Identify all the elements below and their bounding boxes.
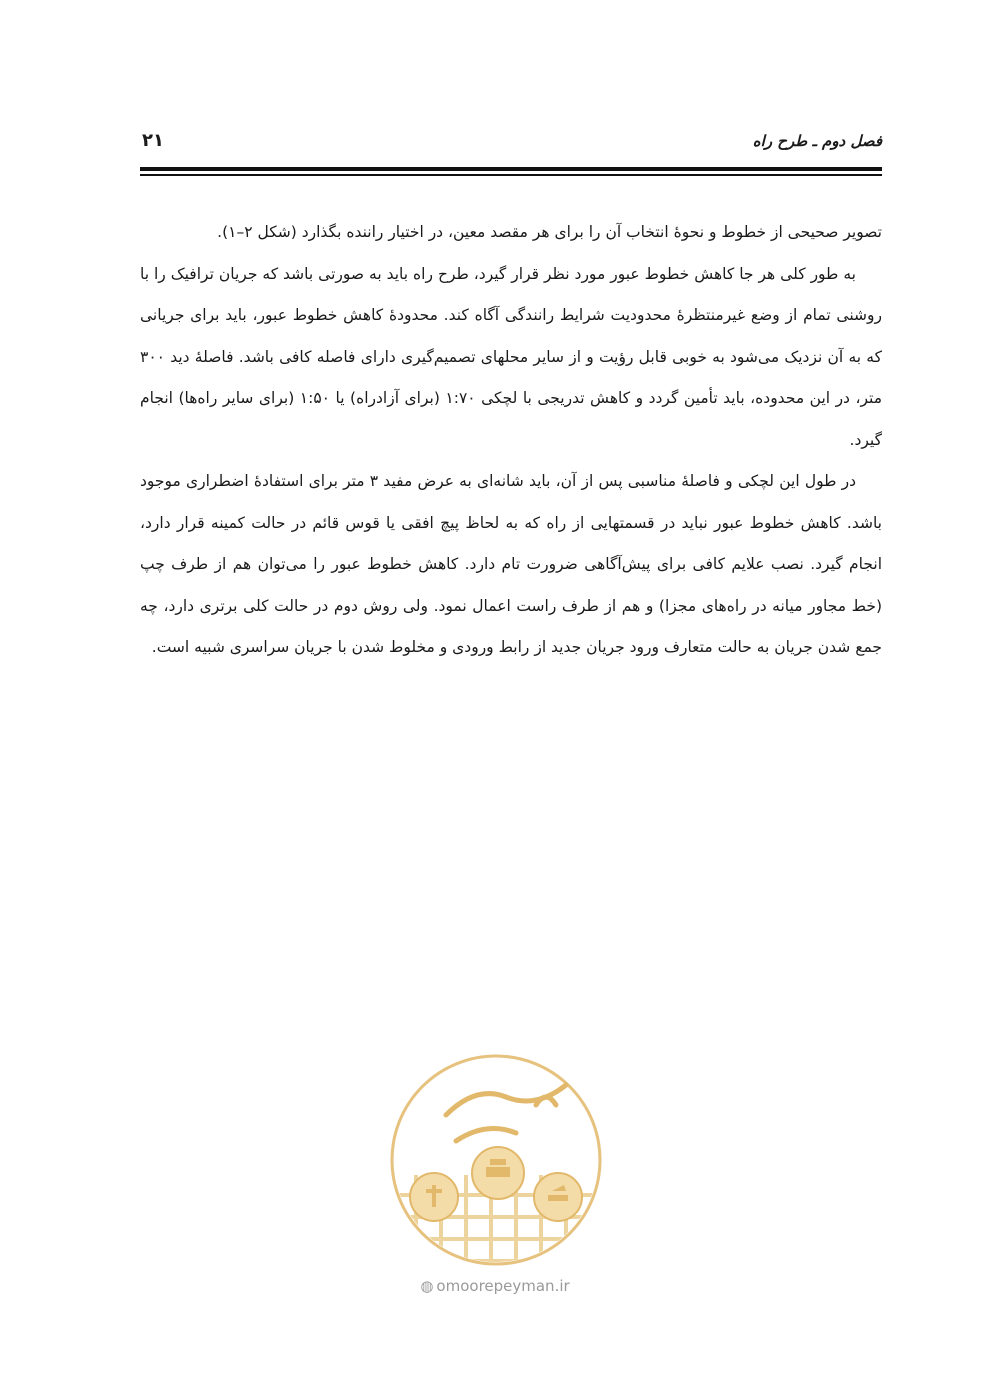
paragraph-3: در طول این لچکی و فاصلهٔ مناسبی پس از آن، باید شانه‌ای به عرض مفید ۳ متر برای استفادهٔ اضطراری موجود باشد. کاهش خطوط عبور نباید در قسمتهایی از راه که به لحاظ پیچ افقی یا قوس قائم در حالت کمینه قرار دارد، انجام گیرد. نصب علایم کافی برای پیش‌آگاهی ضرورت تام دارد. کاهش خطوط عبور را می‌توان هم از طرف چپ (خط مجاور میانه در راه‌های مجزا) و هم از طرف راست اعمال نمود. ولی روش دوم در حالت کلی برتری دارد، چه جمع شدن جریان به حالت متعارف ورود جریان جدید از رابط ورودی و مخلوط شدن با جریان سراسری شبیه است. xyxy=(140,472,882,656)
watermark-url-text: omoorepeyman.ir xyxy=(436,1277,570,1295)
header-rule-thin xyxy=(140,174,882,176)
watermark-seal xyxy=(386,1045,606,1275)
paragraph-1: تصویر صحیحی از خطوط و نحوهٔ انتخاب آن را برای هر مقصد معین، در اختیار راننده بگذارد (شکل ۲–۱). xyxy=(217,223,882,241)
page-header xyxy=(140,128,882,160)
header-rule-thick xyxy=(140,167,882,171)
page-number: ۲۱ xyxy=(142,130,164,151)
seal-logo-icon xyxy=(386,1045,606,1275)
watermark-url xyxy=(380,1277,610,1295)
chapter-title: فصل دوم ـ طرح راه xyxy=(752,132,882,150)
globe-icon: ◍ xyxy=(420,1277,434,1295)
body-text xyxy=(140,212,882,669)
paragraph-2: به طور کلی هر جا کاهش خطوط عبور مورد نظر قرار گیرد، طرح راه باید به صورتی باشد که جریان ترافیک را با روشنی تمام از وضع غیرمنتظرهٔ محدودیت شرایط رانندگی آگاه کند. محدودهٔ کاهش خطوط عبور، باید برای جریانی که به آن نزدیک می‌شود به خوبی قابل رؤیت و از سایر محلهای تصمیم‌گیری دارای فاصله کافی باشد. فاصلهٔ دید ۳۰۰ متر، در این محدوده، باید تأمین گردد و کاهش تدریجی با لچکی ۱:۷۰ (برای آزادراه) یا ۱:۵۰ (برای سایر راه‌ها) انجام گیرد. xyxy=(140,264,883,449)
